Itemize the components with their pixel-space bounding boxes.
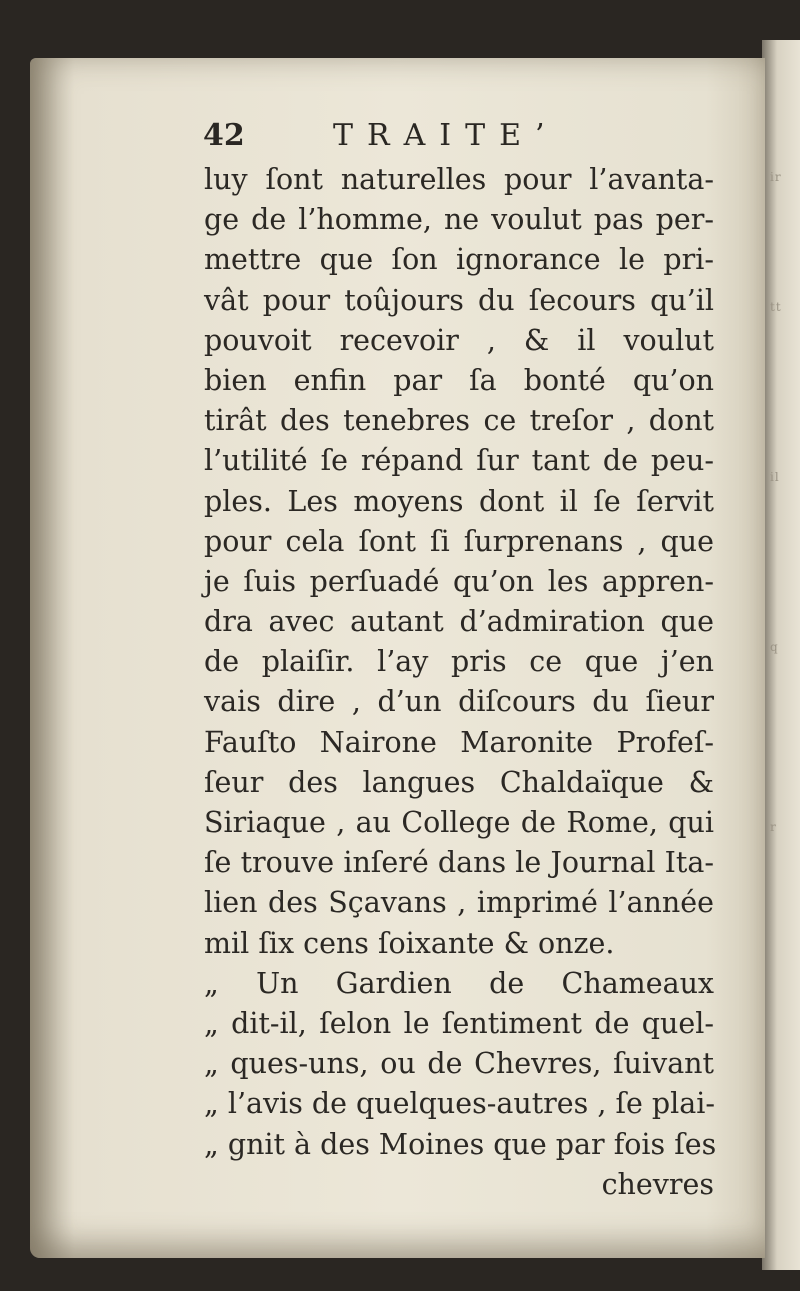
page-header xyxy=(203,118,723,162)
text-line: l’utilité ſe répand ſur tant de peu- xyxy=(204,444,714,478)
facing-page-edge xyxy=(762,40,800,1270)
text-line: pouvoit recevoir , & il voulut xyxy=(204,323,714,357)
text-line: „ dit-il, ſelon le ſentiment de quel- xyxy=(204,1006,714,1040)
text-line: „ ques-uns, ou de Chevres, ſuivant xyxy=(204,1047,714,1081)
text-line: ſeur des langues Chaldaïque & xyxy=(204,765,714,799)
text-line: lien des Sçavans , imprimé l’année xyxy=(204,886,714,920)
text-line: luy ſont naturelles pour l’avanta- xyxy=(204,163,714,196)
text-line: vais dire , d’un diſcours du ſieur xyxy=(204,685,714,719)
text-line: vât pour toûjours du ſecours qu’il xyxy=(204,283,714,317)
text-line: mettre que ſon ignorance le pri- xyxy=(204,243,714,277)
facing-page-bleed: il xyxy=(770,470,780,484)
facing-page-bleed: q xyxy=(770,640,779,654)
text-line: tirât des tenebres ce treſor , dont xyxy=(204,404,714,438)
text-line: Siriaque , au College de Rome, qui xyxy=(204,806,714,839)
text-line: de plaiſir. l’ay pris ce que j’en xyxy=(204,645,714,679)
running-title: TRAITE’ xyxy=(333,118,559,153)
page-number: 42 xyxy=(203,118,245,153)
text-line: pour cela ſont ſi ſurprenans , que xyxy=(204,524,714,558)
facing-page-bleed: ir xyxy=(770,170,782,184)
text-line: „ gnit à des Moines que par fois ſes xyxy=(204,1127,717,1161)
text-line: dra avec autant d’admiration que xyxy=(204,605,714,639)
text-line: „ Un Gardien de Chameaux xyxy=(204,966,714,1000)
facing-page-bleed: tt xyxy=(770,300,782,314)
text-line: je ſuis perſuadé qu’on les appren- xyxy=(204,564,714,598)
text-line: „ l’avis de quelques-autres , ſe plai- xyxy=(204,1087,716,1121)
text-line: Fauſto Nairone Maronite Profeſ- xyxy=(204,725,714,759)
text-line: ſe trouve inſeré dans le Journal Ita- xyxy=(204,846,714,880)
text-line: bien enfin par ſa bonté qu’on xyxy=(204,363,714,397)
text-line: ples. Les moyens dont il ſe ſervit xyxy=(204,484,714,518)
facing-page-bleed: r xyxy=(770,820,777,834)
body-text xyxy=(204,160,717,1205)
text-line: ge de l’homme, ne voulut pas per- xyxy=(204,203,714,237)
catchword: chevres xyxy=(601,1167,714,1201)
text-line: mil ſix cens ſoixante & onze. xyxy=(204,926,615,960)
